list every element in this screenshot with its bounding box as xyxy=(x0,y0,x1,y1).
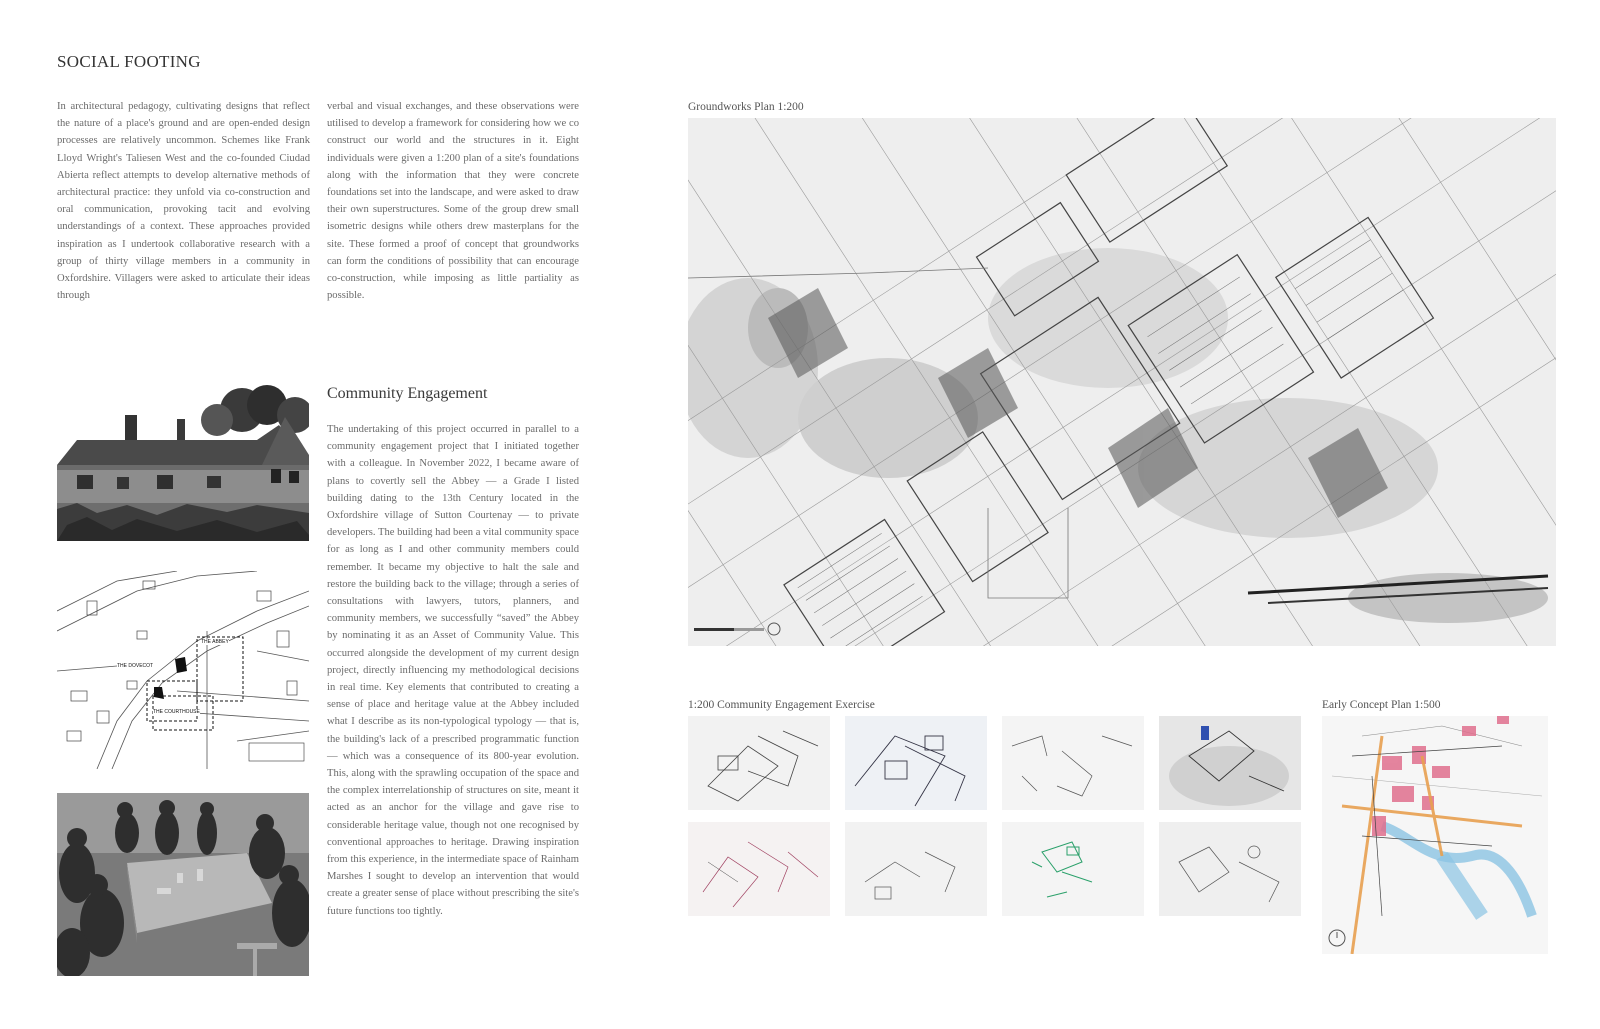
engagement-text: The undertaking of this project occurred in parallel to a community engagement project that I initiated together with a colleague. In November 2022, I became aware of plans to covertly sell the Abbey — a Grade I listed building dating to the 13th Century located in the Oxfordshire village of Sutton Courtenay — to private developers. The building had been a vital community space for as long as I and other community members could remember. It became my objective to halt the sale and restore the building back to the village; through a series of consultations with lawyers, tutors, planners, and community members, we successfully “saved” the Abbey by nominating it as an Asset of Community Value. This occurred alongside the development of my current design project, directly influencing my methodological decisions in real time. Key elements that contributed to creating a sense of place and heritage value at the Abbey included what I describe as its non-typological typology — that is, the building's lack of a prescribed programmatic function — which was a consequence of its 800-year evolution. This, along with the sprawling occupation of the space and the complex interrelationship of structures on site, meant it acted as an anchor for the village and gave rise to considerable heritage value, though not one recognised by conventional approaches to heritage. Drawing inspiration from this experience, in the intermediate space of Rainham Marshes I sought to develop an intervention that would create a greater sense of place without prescribing the site's future functions too tightly. xyxy=(327,424,579,917)
abbey-photo xyxy=(57,385,309,541)
page-title: SOCIAL FOOTING xyxy=(57,52,201,71)
intro-text-column-2: verbal and visual exchanges, and these observations were utilised to develop a framework for considering how we co construct our world and the structures in it. Eight individuals were given a 1:200 plan of a site's foundations along with the information that they were concrete foundations set into the landscape, and were asked to draw their own superstructures. Some of the group drew small isometric designs while others drew masterplans for the site. These formed a proof of concept that groundworks can form the conditions of possibility that can encourage co-construction, while imposing as little partiality as possible. xyxy=(327,101,579,302)
concept-plan-drawing xyxy=(1322,716,1548,954)
section-heading: Community Engagement xyxy=(327,385,488,402)
exercise-sketch-1 xyxy=(688,716,830,810)
exercise-sketch-3 xyxy=(1002,716,1144,810)
groundworks-plan-drawing xyxy=(688,118,1556,646)
meeting-photo xyxy=(57,793,309,976)
exercise-sketch-7 xyxy=(1002,822,1144,916)
exercise-sketch-2 xyxy=(845,716,987,810)
groundworks-caption: Groundworks Plan 1:200 xyxy=(688,101,804,113)
concept-caption: Early Concept Plan 1:500 xyxy=(1322,699,1441,711)
map-label-dovecot: THE DOVECOT xyxy=(117,663,154,669)
exercise-sketch-8 xyxy=(1159,822,1301,916)
map-label-courthouse: THE COURTHOUSE xyxy=(153,709,200,715)
exercise-sketch-grid xyxy=(688,716,1304,916)
intro-text-column-1: In architectural pedagogy, cultivating designs that reflect the nature of a place's ground and are open-ended design processes are relatively uncommon. Schemes like Frank Lloyd Wright's Taliesen West and the co-founded Ciudad Abierta reflect attempts to develop alternative methods of architectural practice: they unfold via co-construction and oral communication, provoking tacit and evolving understandings of a context. These approaches provided inspiration as I undertook collaborative research with a group of thirty village members in a community in Oxfordshire. Villagers were asked to articulate their ideas through xyxy=(57,101,310,302)
exercise-caption: 1:200 Community Engagement Exercise xyxy=(688,699,875,711)
exercise-sketch-6 xyxy=(845,822,987,916)
site-location-map xyxy=(57,571,309,769)
map-label-abbey: THE ABBEY xyxy=(201,639,229,645)
exercise-sketch-5 xyxy=(688,822,830,916)
exercise-sketch-4 xyxy=(1159,716,1301,810)
